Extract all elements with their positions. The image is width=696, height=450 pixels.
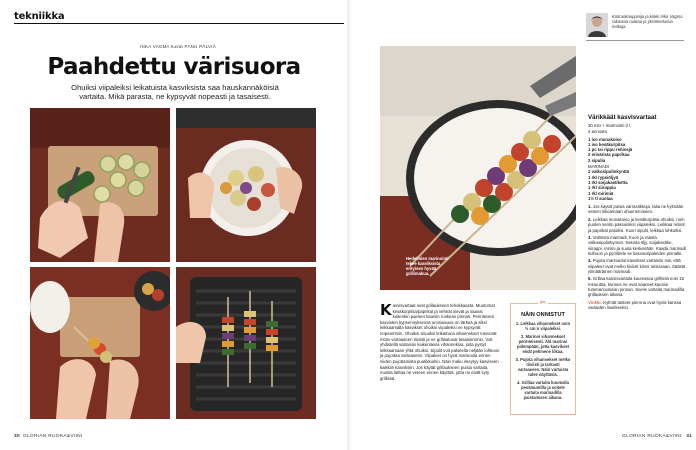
recipe-step bbox=[588, 204, 688, 215]
step-text: Pujota marinoidut kasvikset vartaisiin niin, että viipaleet ovat melko tiiviisti kiinni toisissaan. Säästä ylimääräinen marinadi. bbox=[588, 258, 686, 274]
recipe-box bbox=[588, 114, 688, 313]
bio-divider bbox=[586, 40, 684, 41]
marinade-item: 1 rkl siirappia bbox=[588, 185, 616, 191]
marinade-item: 1 rkl mirimiä bbox=[588, 190, 614, 196]
article-body bbox=[380, 303, 500, 381]
marinade-item: 1½ tl suolaa bbox=[588, 195, 613, 201]
recipe-step bbox=[588, 258, 688, 274]
folio-label-right: GLORIAN RUOKA&VIINI bbox=[622, 434, 682, 439]
step-number: 2. bbox=[588, 216, 592, 222]
marinade-item: 2 valkosipulinkynttä bbox=[588, 169, 630, 175]
tip-item: 3. Pujota vihannekset melko tiiviisti ja tarkasti vartaaseen. Näin vartaista tulee näyttäviä. bbox=[515, 357, 571, 377]
byline: INKA VAGMA kuvat PANU PÄLVIÄ bbox=[140, 44, 216, 49]
body-paragraph: asvisvartaat ovat grillaukseen tehokkaasta. Muotomat kesäkurpitsa/paprikat ja vehnät sievät ja saavat kuitenkin paineet kauniin ruskean pinnan. Perinteisen kasvisten kypsennyksessä ominaisuus on tärkeä ja siksi leikkaamalla kasvikset ohuiksi viipaleiksi ne kypsyvät nopeammin. Ohuiksi siivuiksi leikattuna vihannekset menevät ristiin vartaaseen tiiviisti ja ne grillautuvat tasaisemmin. Voit yhdistellä vartaisiin kaikenlaisia vihanneksia, joita pystyt leikkaamaan yhtä ohuiksi. Sipulit voit paloitella neljään lohkoon ja pujottaa vartaaseen. Viipaleet on hyvä marinoida ennen niiden pujottamista puutikkuihin. Näin maku imeytyy kasviseen kaikkiin kasviksiin. Jos käytät grillaukseen puisia vartaita, muista laittaa ne veteen ennen käyttöä, jotta ne eivät syty grillissä. bbox=[380, 303, 500, 381]
tips-title: NÄIN ONNISTUT bbox=[521, 312, 565, 318]
section-divider bbox=[14, 23, 344, 24]
step-number: Vinkki: bbox=[588, 299, 603, 305]
author-bio: Kotiruokaoppinija ja kokki Inka Vagma rakastaa ruokaa ja yksinkertaisia makuja. bbox=[612, 14, 683, 30]
author-portrait bbox=[586, 13, 608, 37]
folio-right bbox=[622, 434, 692, 439]
ingredient-item: 2 erivärista paprikaa bbox=[588, 152, 630, 158]
article-lead: Ohuiksi viipaleiksi leikatuista kasviksista saa hauskannäköisiä vartaita. Mikä parasta, ne kypsyvät nopeasti ja tasaisesti. bbox=[71, 83, 279, 102]
marinade-item: 1 rkl rypsiöljyä bbox=[588, 174, 619, 180]
ingredient-item: 1 iso kesäkurpitsa bbox=[588, 141, 626, 147]
step-number: 3. bbox=[588, 235, 592, 241]
article-headline: Paahdettu värisuora bbox=[47, 54, 301, 80]
page-number-left: 30 bbox=[14, 434, 20, 439]
marinade-label: MARINADI bbox=[588, 164, 610, 170]
tip-item: 2. Marinoi vihannekset perinteisesti. Älä marinoi pidempään, jotta kasvikset eivät pehmene liikaa. bbox=[516, 334, 570, 354]
step-text: Kylmät tasteet pierona ovat hyviä kanssa vartaiden lisukkeeksi. bbox=[588, 299, 682, 311]
folio-label-left: GLORIAN RUOKA&VIINI bbox=[22, 434, 83, 439]
tips-box bbox=[510, 298, 576, 415]
hero-photo-skewers bbox=[380, 46, 576, 290]
drop-cap: K bbox=[380, 301, 392, 319]
spine-gutter bbox=[346, 0, 352, 450]
step-text: Grillaa kasvisvartaita kuumassa grillissä noin 15 minuuttia, kunnes ne ovat saaneet kauniin tummanruskean pinnan. Sivele vartaita marinadilla grillauksen aikana. bbox=[588, 276, 685, 298]
ingredient-list bbox=[588, 137, 688, 202]
step-number: 5. bbox=[588, 276, 592, 282]
scissors-icon: ✂ bbox=[539, 298, 547, 307]
page-number-right: 31 bbox=[686, 434, 693, 439]
recipe-step bbox=[588, 217, 688, 233]
section-tag: tekniikka bbox=[14, 11, 65, 22]
ingredient-item: 1 iso munakoiso bbox=[588, 136, 622, 142]
photo-marinating-bowl bbox=[176, 108, 316, 262]
recipe-title: Värikkäät kasvisvartaat bbox=[588, 114, 657, 121]
ingredient-item: 2 sipulia bbox=[588, 157, 606, 163]
marinade-item: 1 rkl soijakastiketta bbox=[588, 179, 628, 185]
step-text: Jos käytät puisia varrastikkuja, laita ne kylmään veteen liikoamaan ohuenemiseen. bbox=[588, 204, 684, 215]
recipe-step bbox=[588, 235, 688, 256]
step-text: Leikkaa munakoiso ja kesäkurpitsa ohuiksi, noin puolen sentin paksuisiksi viipaleiksi. Leikkaa retiisit ja paprikat paloiksi. Kuori sipulit, leikkaa lohkoiksi. bbox=[588, 216, 685, 233]
photo-grilling bbox=[176, 267, 316, 419]
step-number: 1. bbox=[588, 204, 592, 210]
folio-left bbox=[14, 434, 82, 439]
recipe-step bbox=[588, 300, 688, 311]
recipe-steps bbox=[588, 204, 688, 310]
step-text: Valmista marinadi. Kuori ja raasta valkosipulinkynnet. Sekoita öljy, soijakastike, siirappi, mirimi ja suola keskenään. Kaada marinadi kulhoon ja pyörittele se kasvisviipaleiden pinnalle. bbox=[588, 235, 686, 256]
step-number: 4. bbox=[588, 258, 592, 264]
recipe-step bbox=[588, 276, 688, 297]
recipe-servings: 4 annosta bbox=[588, 129, 607, 135]
photo-skewering bbox=[30, 267, 170, 419]
hero-caption: Hedelmien marinointi tekee kasviksista erityisen hyvää grillimakua. bbox=[406, 256, 449, 277]
tip-item: 1. Leikkaa vihannekset noin ½ cm:n viipaleiksi. bbox=[515, 321, 571, 331]
photo-slicing-zucchini bbox=[30, 108, 170, 262]
tip-item: 4. Grillaa vartaita kuumalla pesämuotilla ja voitele vartaita marinadilla paistamisen aikana. bbox=[517, 380, 569, 400]
recipe-time: 30 min + marinointi 2 t bbox=[588, 123, 631, 128]
ingredient-item: 1 pc tai rippu retiisejä bbox=[588, 147, 633, 153]
